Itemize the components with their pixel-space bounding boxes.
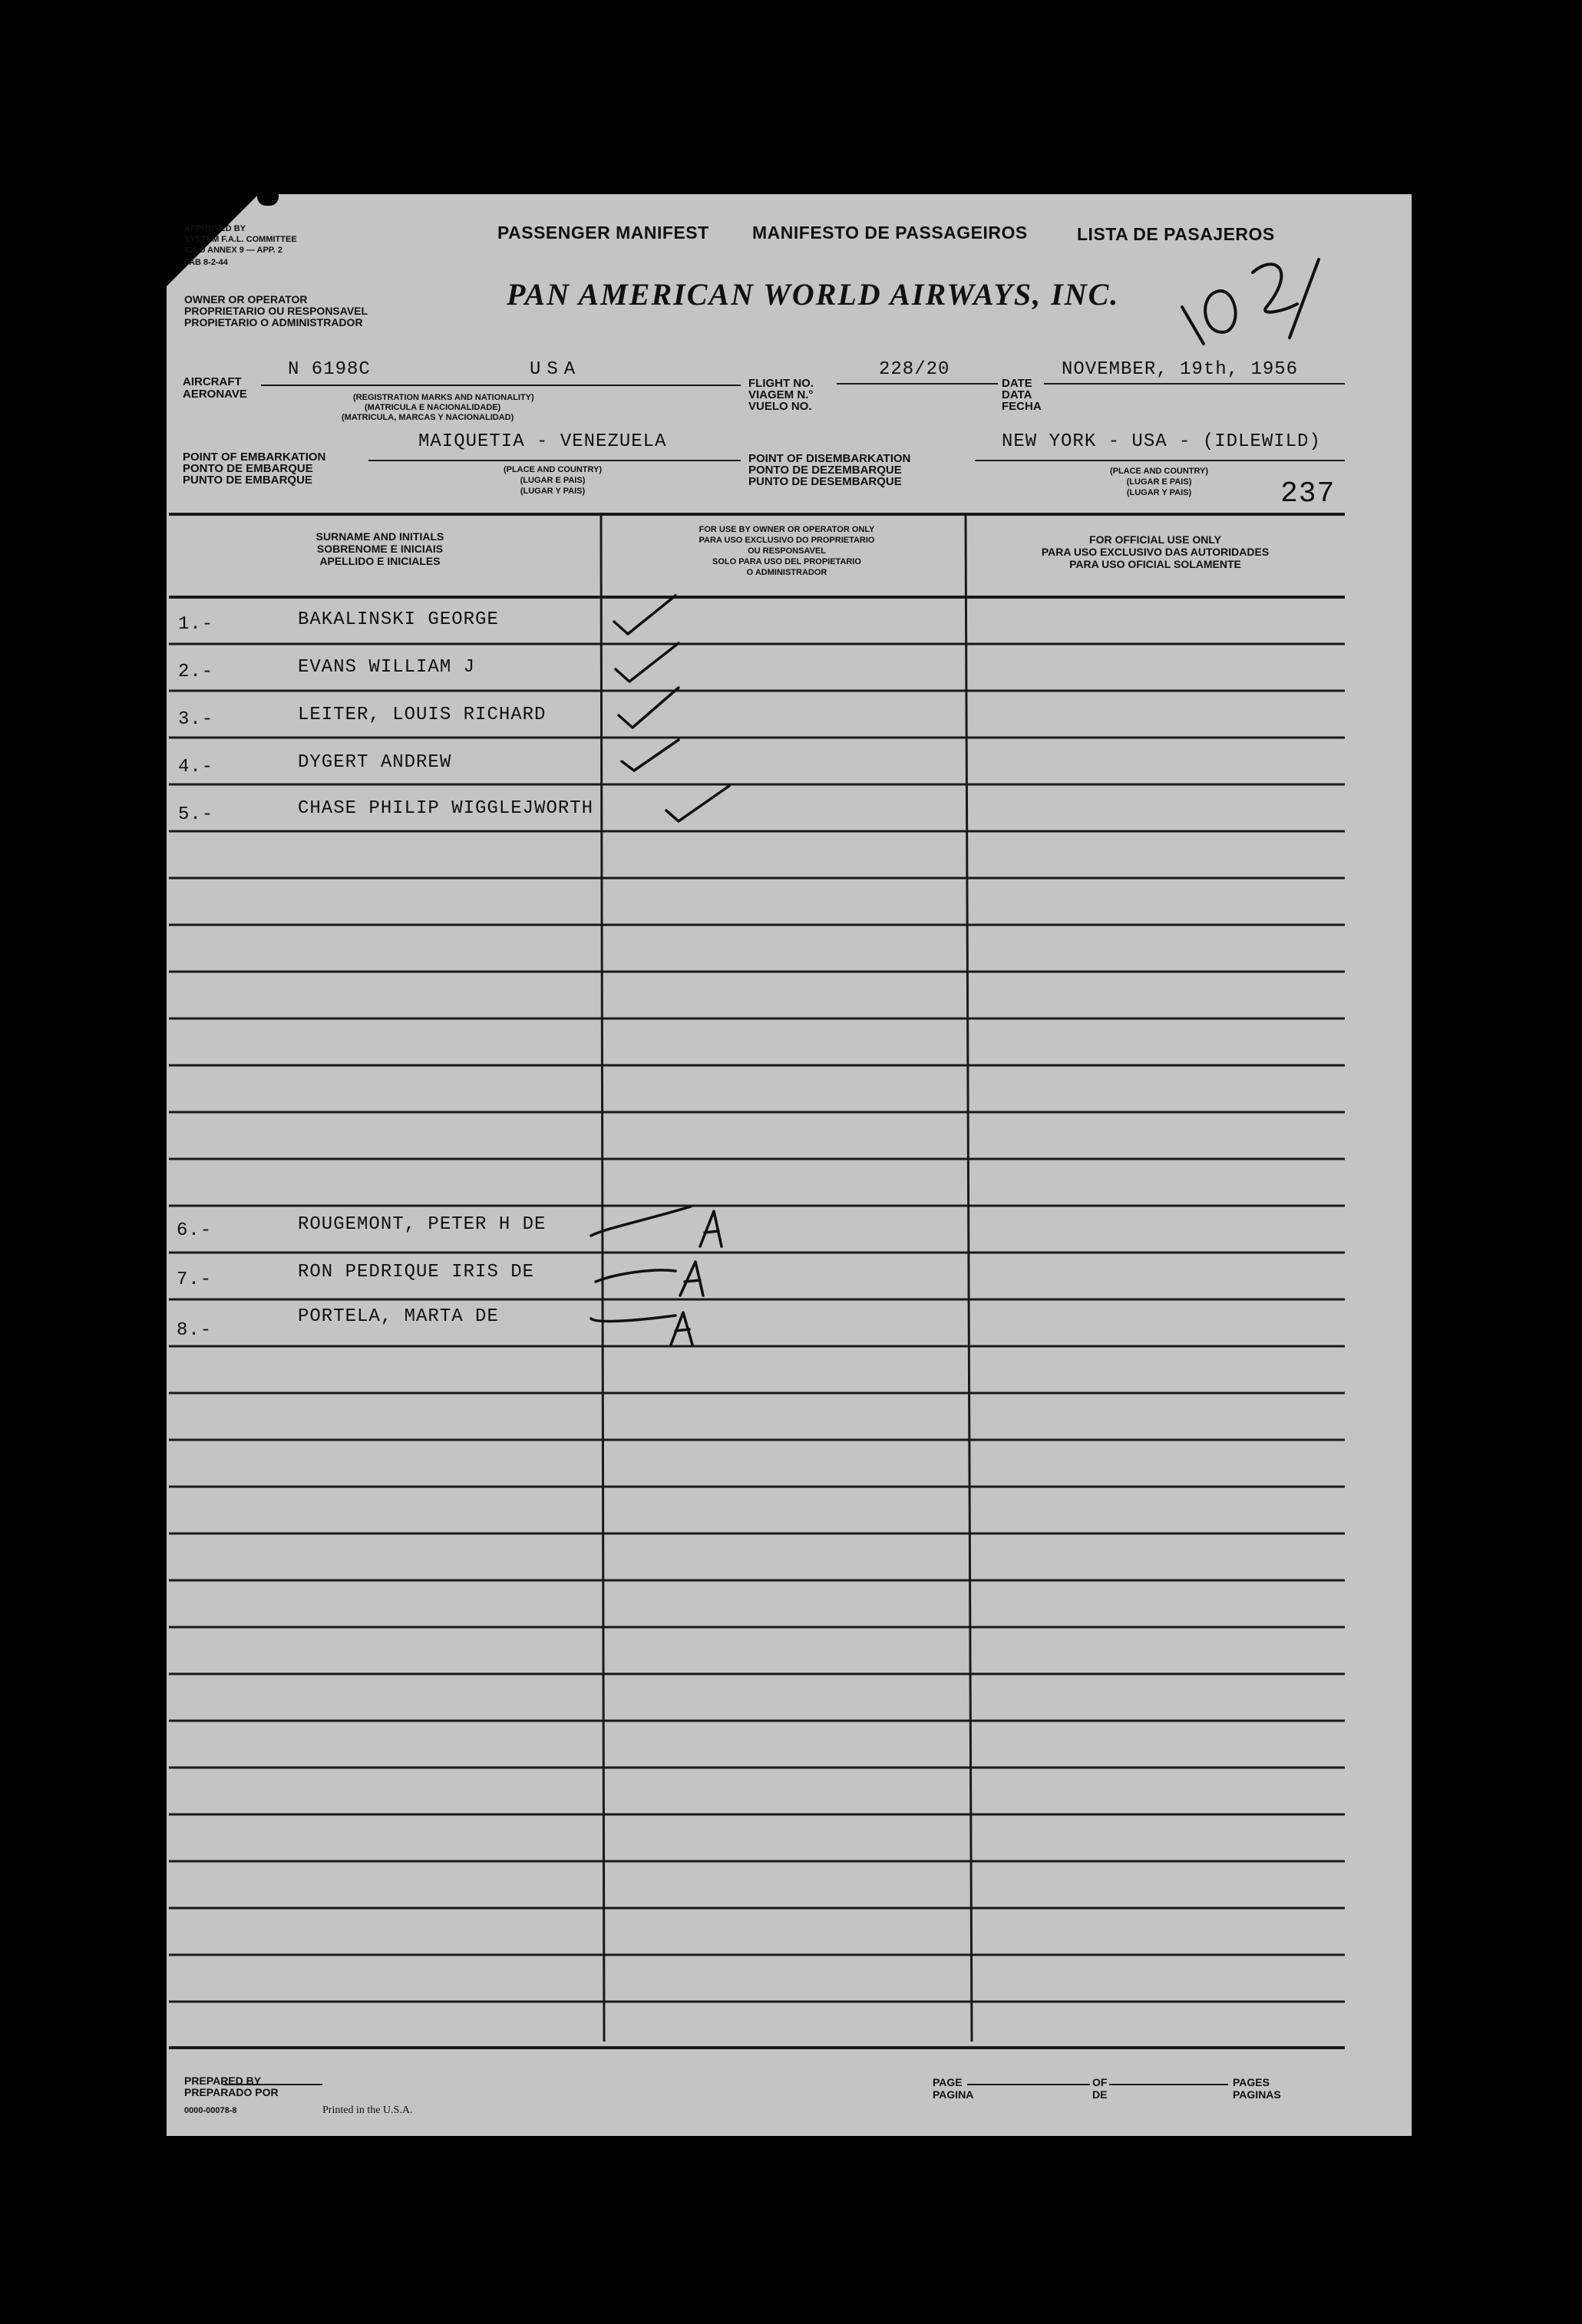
column-header-official: PARA USO EXCLUSIVO DAS AUTORIDADES [1041,546,1270,558]
column-header-names: SURNAME AND INITIALS [315,530,444,543]
aircraft-label: AIRCRAFT [183,375,242,388]
row-number: 7.- [177,1269,213,1290]
disembarkation-label: PONTO DE DEZEMBARQUE [748,464,902,477]
tick-icon [591,1316,675,1321]
flight-date: NOVEMBER, 19th, 1956 [1062,359,1299,380]
prepared-by-label: PREPARED BY [184,2075,262,2087]
owner-label: PROPRIETARIO OU RESPONSAVEL [184,305,368,317]
pages-label: PAGINAS [1233,2088,1281,2101]
disembarkation-caption: (LUGAR Y PAIS) [1126,488,1192,497]
checkmark-icon [622,740,679,771]
date-label: DATA [1002,388,1032,401]
passenger-name: BAKALINSKI GEORGE [298,609,499,630]
row-number: 5.- [178,804,214,825]
title-spanish: LISTA DE PASAJEROS [1077,224,1275,244]
embarkation-label: POINT OF EMBARKATION [183,451,326,464]
row-number: 8.- [177,1320,213,1341]
column-header-official: PARA USO OFICIAL SOLAMENTE [1069,558,1241,570]
tick-icon [591,1207,691,1236]
of-label: DE [1092,2088,1108,2101]
approval-line: APPROVED BY [184,224,246,233]
flight-label: FLIGHT NO. [748,377,814,390]
operator-name: PAN AMERICAN WORLD AIRWAYS, INC. [507,277,1120,312]
of-label: OF [1092,2076,1108,2088]
letter-a-icon [671,1312,692,1345]
pages-label: PAGES [1233,2076,1270,2088]
flight-number: 228/20 [879,359,950,380]
aircraft-registration: N 6198C [288,359,371,380]
page-stamp-number: 237 [1280,477,1336,510]
column-header-names: APELLIDO E INICIALES [319,555,441,567]
date-label: FECHA [1002,400,1042,413]
row-number: 1.- [178,614,214,635]
column-header-operator: OU RESPONSAVEL [748,546,826,556]
passenger-name: CHASE PHILIP WIGGLEJWORTH [298,798,594,819]
aircraft-label: AERONAVE [183,388,247,401]
letter-a-icon [680,1262,703,1296]
passenger-name: LEITER, LOUIS RICHARD [298,705,547,725]
tick-icon [596,1270,675,1282]
passenger-name: EVANS WILLIAM J [298,657,476,678]
prepared-by-label: PREPARADO POR [184,2086,279,2098]
column-header-names: SOBRENOME E INICIAIS [316,543,444,555]
form-number: 0000-00078-8 [184,2106,237,2115]
row-number: 6.- [177,1220,213,1241]
embarkation-caption: (PLACE AND COUNTRY) [503,465,603,474]
aircraft-caption: (REGISTRATION MARKS AND NATIONALITY) [353,393,534,402]
owner-label: OWNER OR OPERATOR [184,293,308,305]
column-header-operator: O ADMINISTRADOR [746,568,827,577]
row-number: 3.- [178,709,214,730]
embarkation-caption: (LUGAR Y PAIS) [520,487,586,496]
title-portuguese: MANIFESTO DE PASSAGEIROS [752,223,1028,243]
date-label: DATE [1002,377,1032,390]
checkmark-icon [666,786,729,821]
column-header-official: FOR OFFICIAL USE ONLY [1089,533,1221,546]
flight-label: VIAGEM N.° [748,388,814,401]
disembarkation-caption: (LUGAR E PAIS) [1126,477,1192,487]
disembarkation-point: NEW YORK - USA - (IDLEWILD) [1002,431,1321,452]
embarkation-caption: (LUGAR E PAIS) [520,476,586,485]
title-english: PASSENGER MANIFEST [497,223,709,243]
letter-a-icon [700,1211,722,1246]
aircraft-nationality: USA [530,359,582,380]
approval-line: SYSTEM F.A.L. COMMITTEE [184,235,297,244]
aircraft-caption: (MATRICULA, MARCAS Y NACIONALIDAD) [342,413,514,422]
column-header-operator: SOLO PARA USO DEL PROPIETARIO [712,557,861,566]
row-number: 4.- [178,757,214,777]
approval-line: FAB 8-2-44 [184,258,228,267]
disembarkation-label: POINT OF DISEMBARKATION [748,452,911,465]
column-header-operator: FOR USE BY OWNER OR OPERATOR ONLY [699,525,875,534]
disembarkation-caption: (PLACE AND COUNTRY) [1109,467,1209,476]
checkmark-icon [616,643,679,682]
passenger-name: ROUGEMONT, PETER H DE [298,1214,547,1235]
embarkation-label: PONTO DE EMBARQUE [183,462,313,475]
page-label: PAGE [933,2076,963,2088]
approval-line: ICAO ANNEX 9 — APP. 2 [184,246,282,255]
passenger-name: PORTELA, MARTA DE [298,1306,499,1327]
aircraft-caption: (MATRICULA E NACIONALIDADE) [365,403,501,412]
passenger-name: DYGERT ANDREW [298,752,452,773]
disembarkation-label: PUNTO DE DESEMBARQUE [748,475,902,488]
owner-label: PROPIETARIO O ADMINISTRADOR [184,316,363,328]
column-header-operator: PARA USO EXCLUSIVO DO PROPRIETARIO [699,536,875,545]
page-label: PAGINA [933,2088,974,2101]
row-number: 2.- [178,662,214,682]
flight-label: VUELO NO. [748,400,812,413]
embarkation-point: MAIQUETIA - VENEZUELA [418,431,667,452]
embarkation-label: PUNTO DE EMBARQUE [183,474,312,487]
printed-in-usa: Printed in the U.S.A. [322,2104,413,2116]
checkmark-icon [619,688,679,728]
checkmark-icon [614,596,675,634]
passenger-name: RON PEDRIQUE IRIS DE [298,1262,535,1282]
